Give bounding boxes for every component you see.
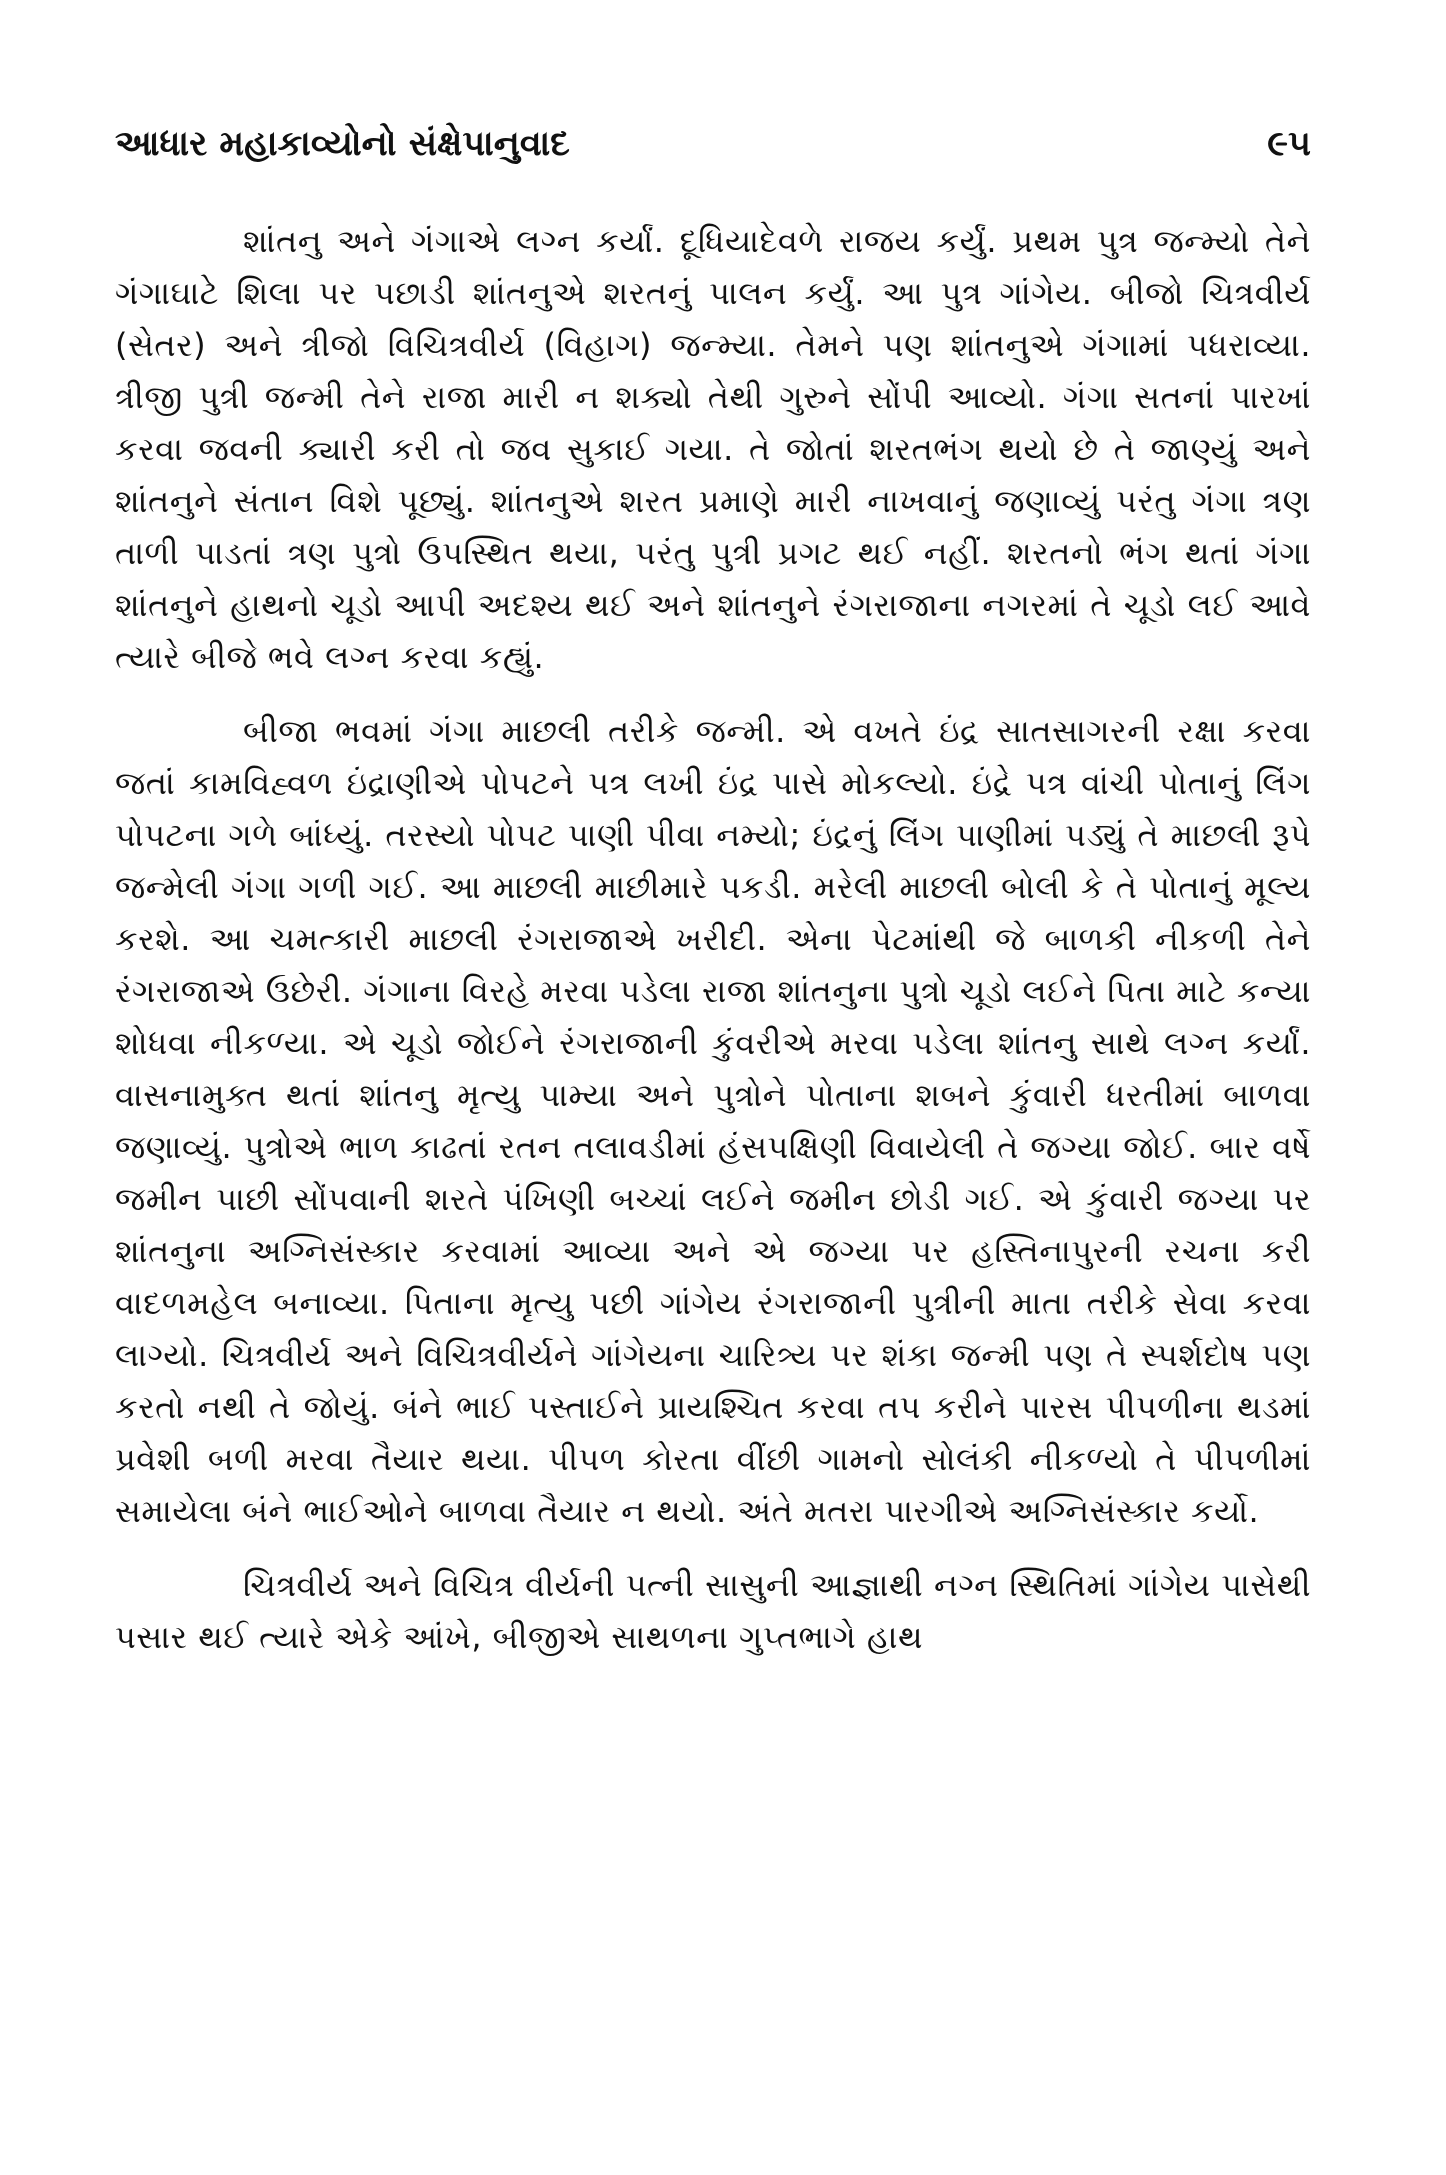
- paragraph-3: ચિત્રવીર્ય અને વિચિત્ર વીર્યની પત્ની સાસુની આજ્ઞાથી નગ્ન સ્થિતિમાં ગાંગેય પાસેથી પસાર થઈ ત્યારે એકે આંખે, બીજીએ સાથળના ગુપ્તભાગે હાથ: [115, 1566, 1311, 1656]
- paragraph-2: બીજા ભવમાં ગંગા માછલી તરીકે જન્મી. એ વખતે ઇંદ્ર સાતસાગરની રક્ષા કરવા જતાં કામવિહ્વળ ઇંદ્રાણીએ પોપટને પત્ર લખી ઇંદ્ર પાસે મોકલ્યો. ઇંદ્રે પત્ર વાંચી પોતાનું લિંગ પોપટના ગળે બાંધ્યું. તરસ્યો પોપટ પાણી પીવા નમ્યો; ઇંદ્રનું લિંગ પાણીમાં પડ્યું તે માછલી રૂપે જન્મેલી ગંગા ગળી ગઈ. આ માછલી માછીમારે પકડી. મરેલી માછલી બોલી કે તે પોતાનું મૂલ્ય કરશે. આ ચમત્કારી માછલી રંગરાજાએ ખરીદી. એના પેટમાંથી જે બાળકી નીકળી તેને રંગરાજાએ ઉછેરી. ગંગાના વિરહે મરવા પડેલા રાજા શાંતનુના પુત્રો ચૂડો લઈને પિતા માટે કન્યા શોધવા નીકળ્યા. એ ચૂડો જોઈને રંગરાજાની કુંવરીએ મરવા પડેલા શાંતનુ સાથે લગ્ન કર્યાં. વાસનામુક્ત થતાં શાંતનુ મૃત્યુ પામ્યા અને પુત્રોને પોતાના શબને કુંવારી ધરતીમાં બાળવા જણાવ્યું. પુત્રોએ ભાળ કાઢતાં રતન તલાવડીમાં હંસપક્ષિણી વિવાયેલી તે જગ્યા જોઈ. બાર વર્ષે જમીન પાછી સોંપવાની શરતે પંખિણી બચ્ચાં લઈને જમીન છોડી ગઈ. એ કુંવારી જગ્યા પર શાંતનુના અગ્નિસંસ્કાર કરવામાં આવ્યા અને એ જગ્યા પર હસ્તિનાપુરની રચના કરી વાદળમહેલ બનાવ્યા. પિતાના મૃત્યુ પછી ગાંગેય રંગરાજાની પુત્રીની માતા તરીકે સેવા કરવા લાગ્યો. ચિત્રવીર્ય અને વિચિત્રવીર્યને ગાંગેયના ચારિત્ર્ય પર શંકા જન્મી પણ તે સ્પર્શદોષ પણ કરતો નથી તે જોયું. બંને ભાઈ પસ્તાઈને પ્રાયશ્ચિત કરવા તપ કરીને પારસ પીપળીના થડમાં પ્રવેશી બળી મરવા તૈયાર થયા. પીપળ કોરતા વીંછી ગામનો સોલંકી નીકળ્યો તે પીપળીમાં સમાયેલા બંને ભાઈઓને બાળવા તૈયાર ન થયો. અંતે મતરા પારગીએ અગ્નિસંસ્કાર કર્યો.: [115, 712, 1311, 1530]
- page-number: ૯૫: [1267, 124, 1311, 164]
- running-title: આધાર મહાકાવ્યોનો સંક્ષેપાનુવાદ: [115, 124, 570, 164]
- page-header: [115, 118, 1311, 170]
- paragraph-1: શાંતનુ અને ગંગાએ લગ્ન કર્યાં. દૂધિયાદેવળે રાજય કર્યું. પ્રથમ પુત્ર જન્મ્યો તેને ગંગાઘાટે શિલા પર પછાડી શાંતનુએ શરતનું પાલન કર્યું. આ પુત્ર ગાંગેય. બીજો ચિત્રવીર્ય (સેતર) અને ત્રીજો વિચિત્રવીર્ય (વિહાગ) જન્મ્યા. તેમને પણ શાંતનુએ ગંગામાં પધરાવ્યા. ત્રીજી પુત્રી જન્મી તેને રાજા મારી ન શક્યો તેથી ગુરુને સોંપી આવ્યો. ગંગા સતનાં પારખાં કરવા જવની ક્યારી કરી તો જવ સુકાઈ ગયા. તે જોતાં શરતભંગ થયો છે તે જાણ્યું અને શાંતનુને સંતાન વિશે પૂછ્યું. શાંતનુએ શરત પ્રમાણે મારી નાખવાનું જણાવ્યું પરંતુ ગંગા ત્રણ તાળી પાડતાં ત્રણ પુત્રો ઉપસ્થિત થયા, પરંતુ પુત્રી પ્રગટ થઈ નહીં. શરતનો ભંગ થતાં ગંગા શાંતનુને હાથનો ચૂડો આપી અદશ્ય થઈ અને શાંતનુને રંગરાજાના નગરમાં તે ચૂડો લઈ આવે ત્યારે બીજે ભવે લગ્ન કરવા કહ્યું.: [115, 222, 1311, 676]
- page-body: [115, 215, 1311, 1663]
